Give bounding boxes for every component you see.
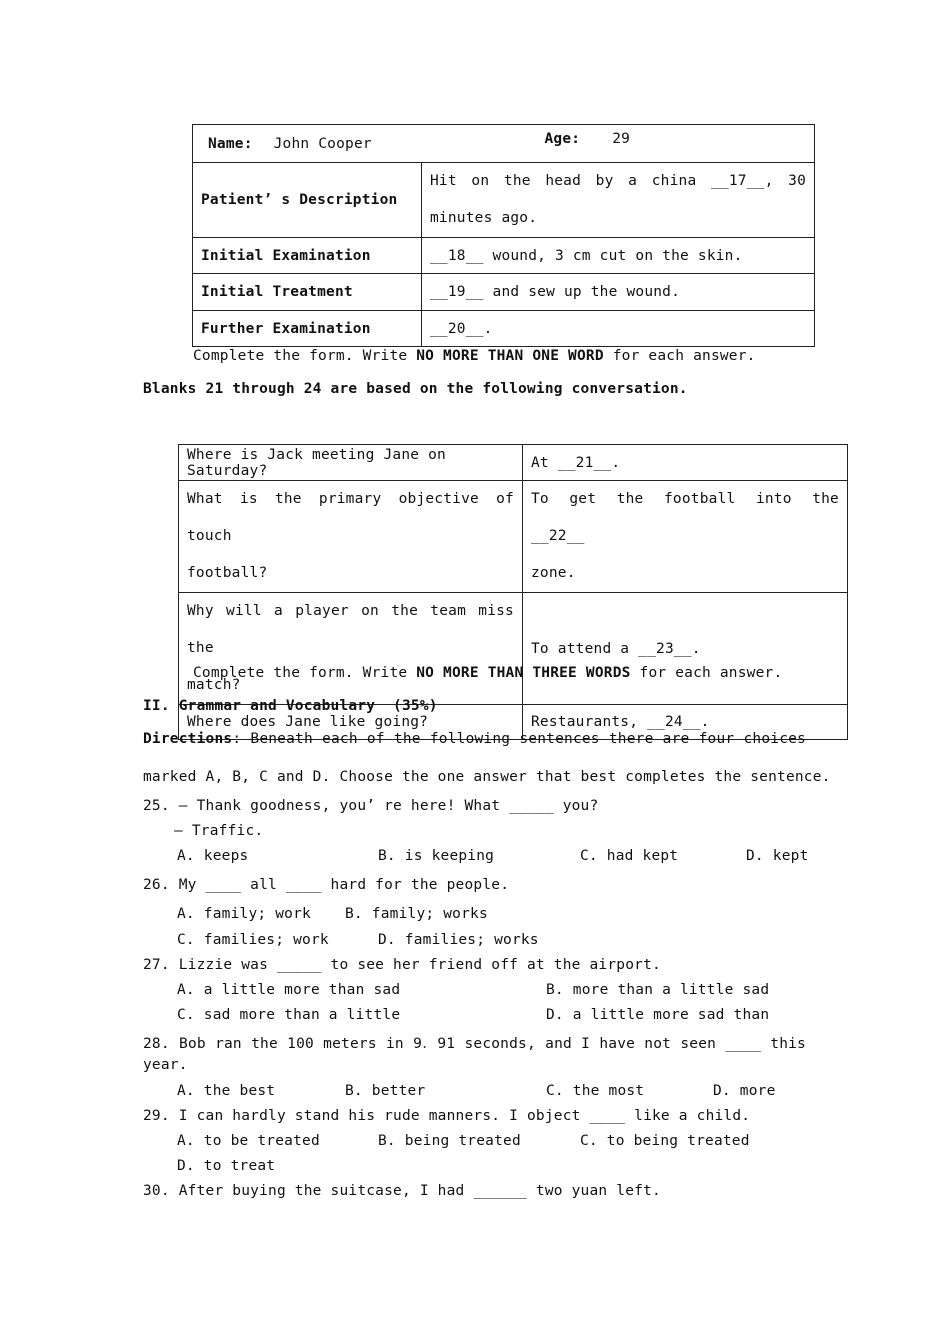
- q25-stem: 25. – Thank goodness, you’ re here! What _____ you?: [143, 798, 599, 814]
- form2-instruction: Complete the form. Write NO MORE THAN THREE WORDS for each answer.: [193, 665, 783, 681]
- form2-instruction-bold: NO MORE THAN THREE WORDS: [416, 665, 631, 681]
- q26-option-b[interactable]: B. family; works: [345, 906, 488, 922]
- q22-answer: To get the football into the __22__ zone.: [523, 481, 848, 593]
- row-value-initial-treatment: __19__ and sew up the wound.: [422, 274, 815, 311]
- q30-stem: 30. After buying the suitcase, I had ______ two yuan left.: [143, 1183, 661, 1199]
- q27-option-a[interactable]: A. a little more than sad: [177, 982, 401, 998]
- q26-stem: 26. My ____ all ____ hard for the people.: [143, 877, 510, 893]
- description-line1: Hit on the head by a china __17__, 30: [430, 173, 806, 189]
- row-value-initial-exam: __18__ wound, 3 cm cut on the skin.: [422, 238, 815, 274]
- q27-stem: 27. Lizzie was _____ to see her friend off at the airport.: [143, 957, 661, 973]
- q22-question: What is the primary objective of touch football?: [179, 481, 523, 593]
- directions-label: Directions: [143, 731, 233, 747]
- age-value: 29: [612, 130, 631, 147]
- q21-question: Where is Jack meeting Jane on Saturday?: [179, 445, 523, 481]
- form1-instruction: Complete the form. Write NO MORE THAN ONE WORD for each answer.: [193, 348, 756, 364]
- q25-option-c[interactable]: C. had kept: [580, 848, 679, 864]
- q26-option-c[interactable]: C. families; work: [177, 932, 329, 948]
- name-value: John Cooper: [273, 135, 372, 152]
- q28-option-c[interactable]: C. the most: [546, 1083, 645, 1099]
- row-value-description: [422, 163, 815, 238]
- row-label-further-exam: Further Examination: [193, 311, 422, 347]
- q25-option-b[interactable]: B. is keeping: [378, 848, 495, 864]
- directions-line2: marked A, B, C and D. Choose the one answer that best completes the sentence.: [143, 769, 831, 785]
- q28-stem-line1-wrap: [143, 1032, 806, 1053]
- q29-option-d[interactable]: D. to treat: [177, 1158, 276, 1174]
- part2-directions: Directions: Beneath each of the following sentences there are four choices: [143, 731, 806, 747]
- row-label-initial-treatment: Initial Treatment: [193, 274, 422, 311]
- q28-option-b[interactable]: B. better: [345, 1083, 426, 1099]
- q25-option-a[interactable]: A. keeps: [177, 848, 249, 864]
- form1-instruction-bold: NO MORE THAN ONE WORD: [416, 348, 604, 364]
- q24-question: Where does Jane like going?: [179, 705, 523, 740]
- q28-stem-line1: 28. Bob ran the 100 meters in 9．91 seconds, and I have not seen ____ this: [143, 1036, 806, 1052]
- row-value-further-exam: __20__.: [422, 311, 815, 347]
- q27-option-d[interactable]: D. a little more sad than: [546, 1007, 770, 1023]
- age-label: Age:: [544, 130, 581, 147]
- row-label-initial-exam: Initial Examination: [193, 238, 422, 274]
- name-age-row: [193, 125, 815, 163]
- q28-option-d[interactable]: D. more: [713, 1083, 776, 1099]
- q23-answer: To attend a __23__.: [523, 593, 848, 705]
- q27-option-b[interactable]: B. more than a little sad: [546, 982, 770, 998]
- q29-stem: 29. I can hardly stand his rude manners. I object ____ like a child.: [143, 1108, 751, 1124]
- row-label-description: Patient’ s Description: [193, 163, 422, 238]
- part2-heading: II. Grammar and Vocabulary (35%): [143, 698, 438, 714]
- q26-option-a[interactable]: A. family; work: [177, 906, 311, 922]
- q25-option-d[interactable]: D. kept: [746, 848, 809, 864]
- q29-option-b[interactable]: B. being treated: [378, 1133, 521, 1149]
- q29-option-a[interactable]: A. to be treated: [177, 1133, 320, 1149]
- q23-question: Why will a player on the team miss the match?: [179, 593, 523, 705]
- description-line2: minutes ago.: [430, 210, 538, 226]
- q27-option-c[interactable]: C. sad more than a little: [177, 1007, 401, 1023]
- name-label: Name:: [208, 135, 253, 152]
- q26-option-d[interactable]: D. families; works: [378, 932, 539, 948]
- patient-form: [192, 124, 815, 347]
- section-intro: Blanks 21 through 24 are based on the following conversation.: [143, 381, 688, 397]
- q21-answer: At __21__.: [523, 445, 848, 481]
- q24-answer: Restaurants, __24__.: [523, 705, 848, 740]
- q28-stem-line2: year.: [143, 1057, 188, 1073]
- q29-option-c[interactable]: C. to being treated: [580, 1133, 750, 1149]
- q28-option-a[interactable]: A. the best: [177, 1083, 276, 1099]
- q25-reply: — Traffic.: [174, 823, 264, 839]
- conversation-form: [178, 444, 848, 740]
